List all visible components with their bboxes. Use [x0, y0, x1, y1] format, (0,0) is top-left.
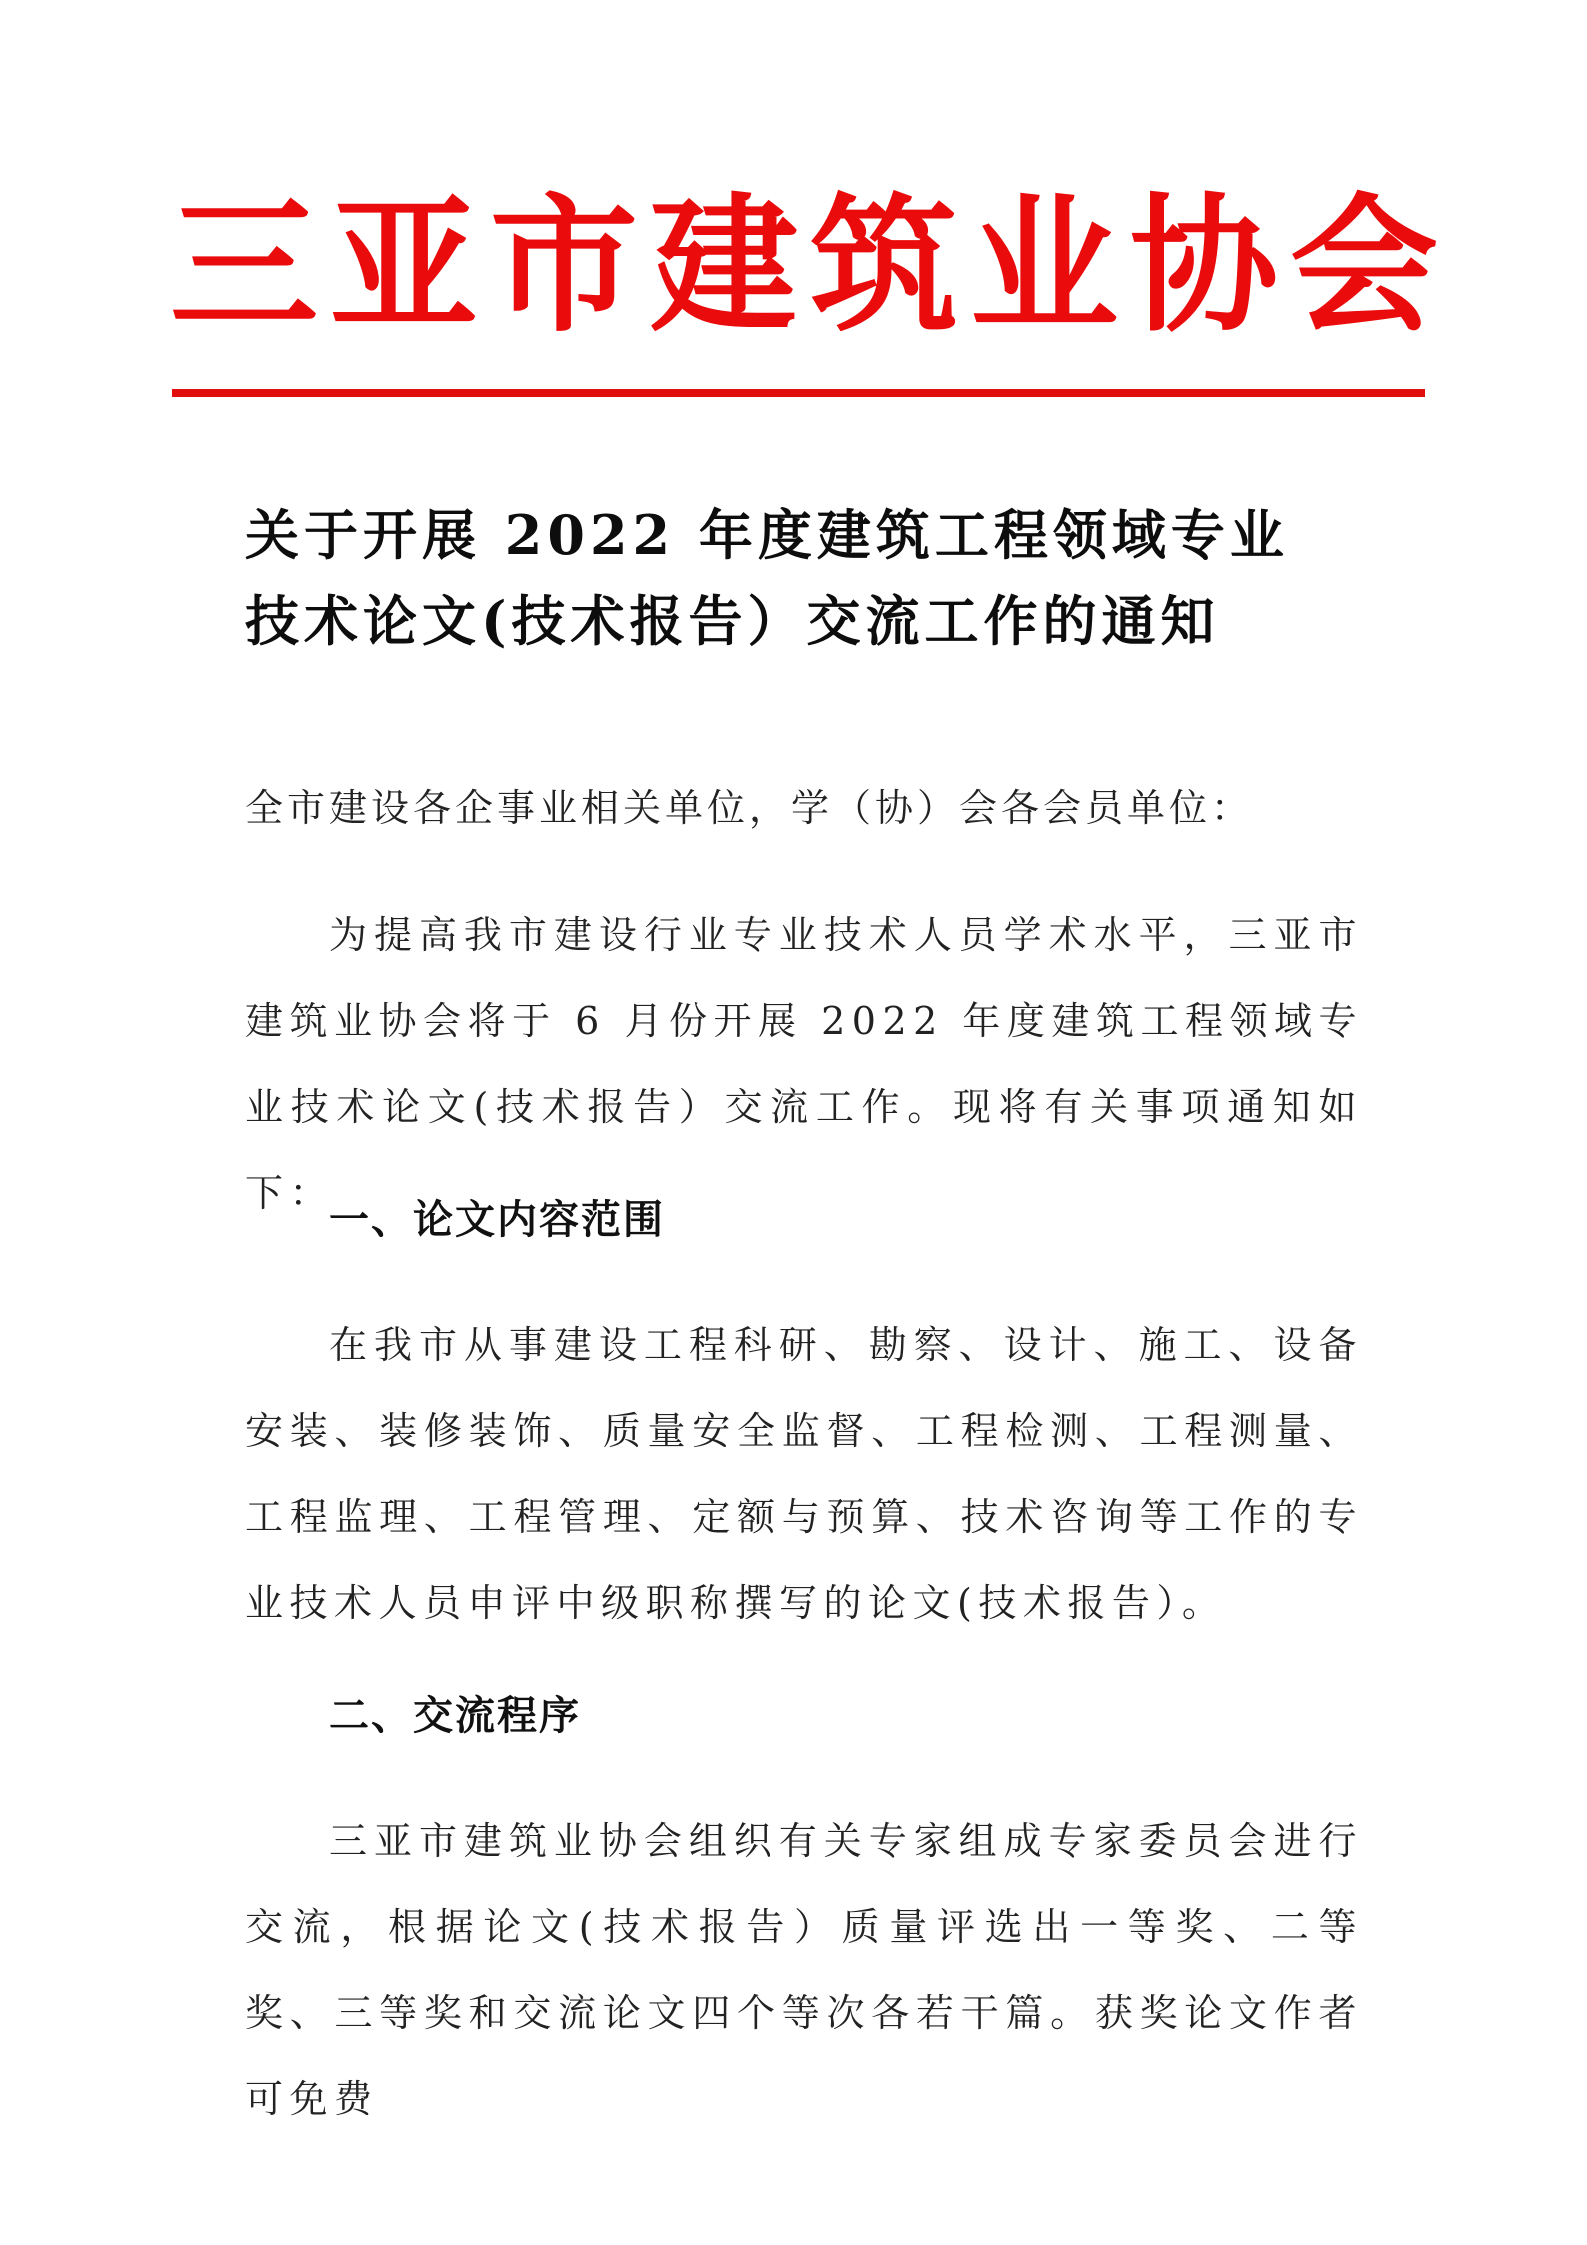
salutation: 全市建设各企事业相关单位，学（协）会各会员单位：	[245, 786, 1254, 830]
organization-letterhead: 三亚市建筑业协会	[170, 178, 1450, 352]
document-title	[245, 492, 1365, 664]
intro-paragraph: 为提高我市建设行业专业技术人员学术水平，三亚市建筑业协会将于 6 月份开展 2022 年度建筑工程领域专业技术论文(技术报告）交流工作。现将有关事项通知如下：	[245, 913, 1363, 1215]
section-body-process: 三亚市建筑业协会组织有关专家组成专家委员会进行交流，根据论文(技术报告）质量评选出一等奖、二等奖、三等奖和交流论文四个等次各若干篇。获奖论文作者可免费	[245, 1819, 1363, 2121]
section-heading-process: 二、交流程序	[329, 1693, 581, 1739]
section-heading-scope: 一、论文内容范围	[329, 1197, 665, 1243]
section-body-scope: 在我市从事建设工程科研、勘察、设计、施工、设备安装、装修装饰、质量安全监督、工程检测、工程测量、工程监理、工程管理、定额与预算、技术咨询等工作的专业技术人员申评中级职称撰写的论文(技术报告）。	[245, 1323, 1363, 1625]
letterhead-divider	[172, 389, 1425, 397]
title-line-2: 技术论文(技术报告）交流工作的通知	[245, 589, 1220, 653]
title-line-1: 关于开展 2022 年度建筑工程领域专业	[245, 503, 1289, 567]
